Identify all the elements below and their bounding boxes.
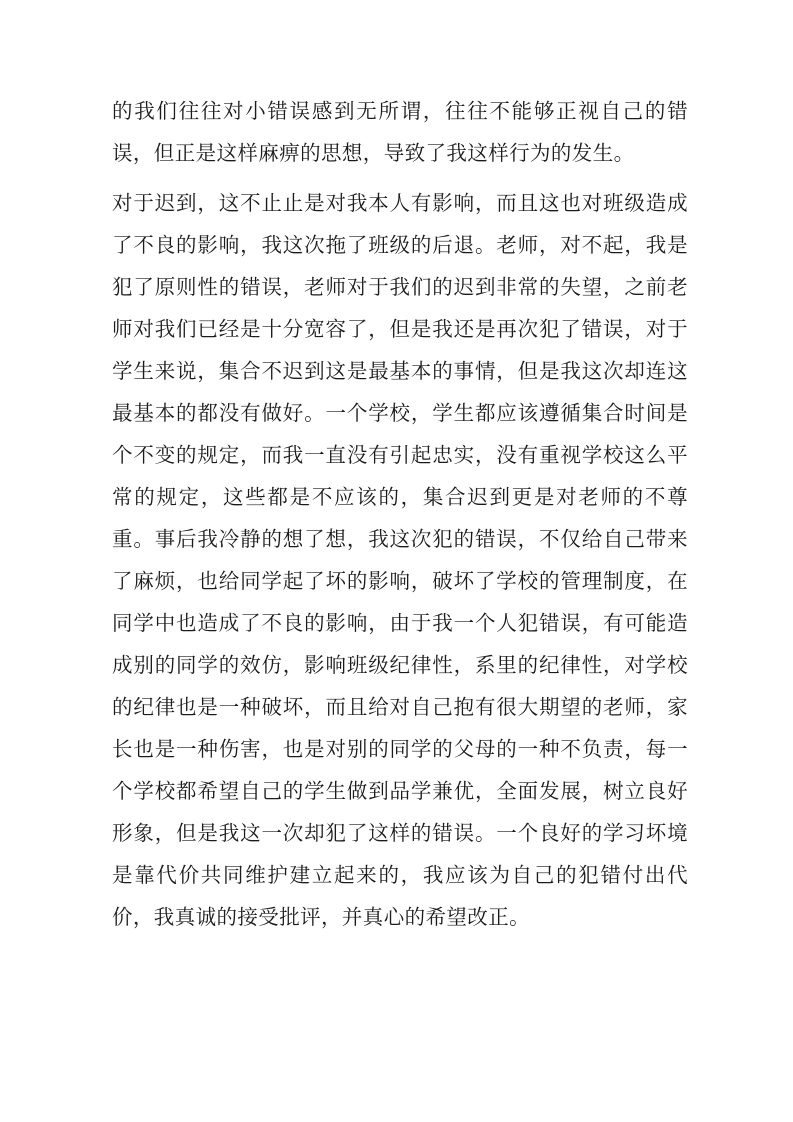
document-body (112, 90, 688, 946)
paragraph-1: 的我们往往对小错误感到无所谓，往往不能够正视自己的错误，但正是这样麻痹的思想，导致了我这样行为的发生。 (112, 99, 688, 165)
paragraph-2: 对于迟到，这不止止是对我本人有影响，而且这也对班级造成了不良的影响，我这次拖了班级的后退。老师，对不起，我是犯了原则性的错误，老师对于我们的迟到非常的失望，之前老师对我们已经是十分宽容了，但是我还是再次犯了错误，对于学生来说，集合不迟到这是最基本的事情，但是我这次却连这最基本的都没有做好。一个学校，学生都应该遵循集合时间是个不变的规定，而我一直没有引起忠实，没有重视学校这么平常的规定，这些都是不应该的，集合迟到更是对老师的不尊重。事后我冷静的想了想，我这次犯的错误，不仅给自己带来了麻烦，也给同学起了坏的影响，破坏了学校的管理制度，在同学中也造成了不良的影响，由于我一个人犯错误，有可能造成别的同学的效仿，影响班级纪律性，系里的纪律性，对学校的纪律也是一种破坏，而且给对自己抱有很大期望的老师，家长也是一种伤害，也是对别的同学的父母的一种不负责，每一个学校都希望自己的学生做到品学兼优，全面发展，树立良好形象，但是我这一次却犯了这样的错误。一个良好的学习坏境是靠代价共同维护建立起来的，我应该为自己的犯错付出代价，我真诚的接受批评，并真心的希望改正。 (112, 191, 688, 929)
